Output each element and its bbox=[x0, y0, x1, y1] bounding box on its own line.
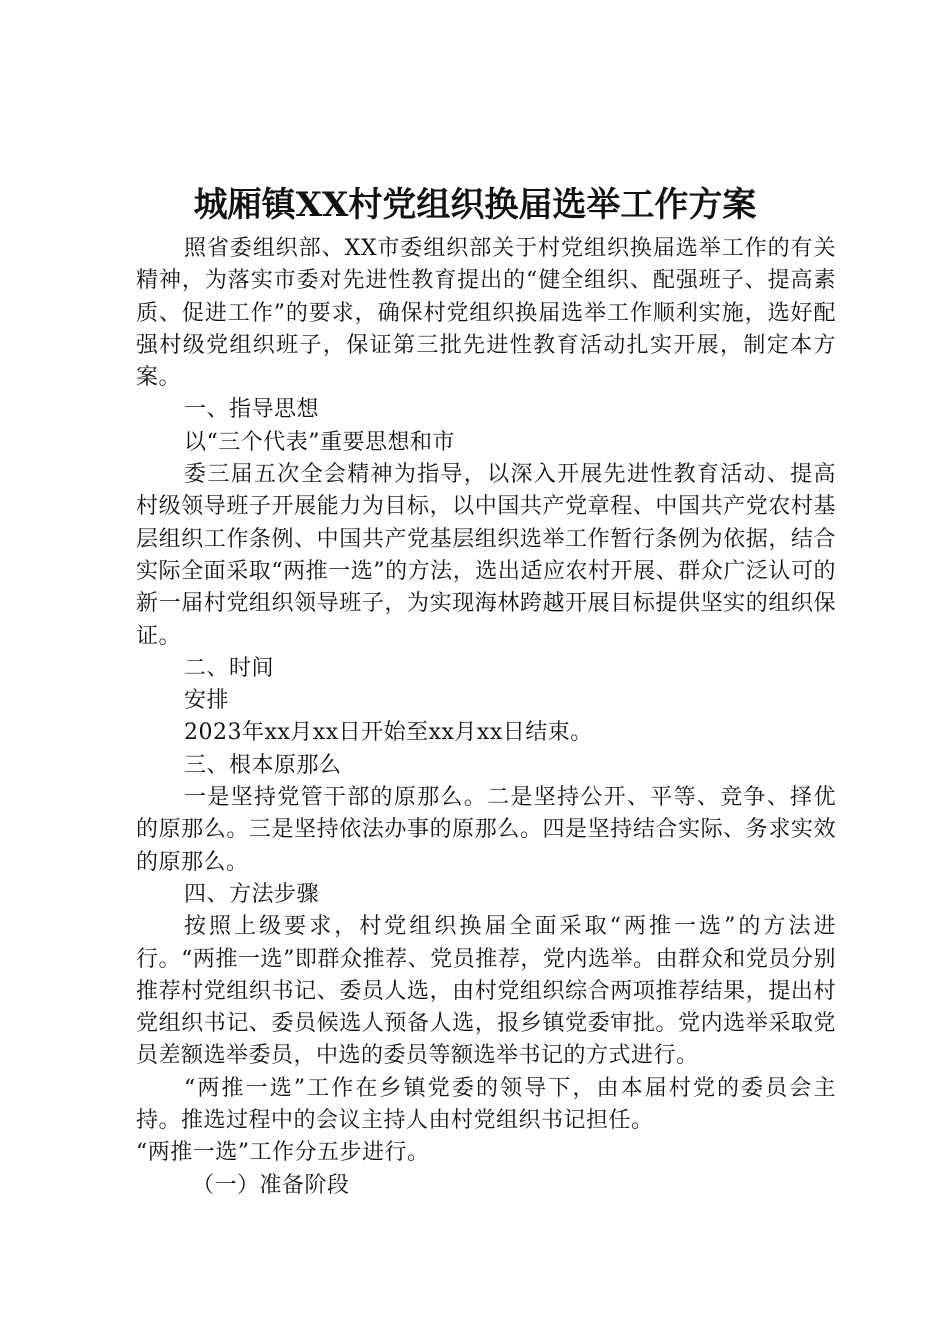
paragraph-methods: 按照上级要求，村党组织换届全面采取“两推一选”的方法进行。“两推一选”即群众推荐、党员推荐，党内选举。由群众和党员分别推荐村党组织书记、委员人选，由村党组织综合两项推荐结果，提出村党组织书记、委员候选人预备人选，报乡镇党委审批。党内选举采取党员差额选举委员，中选的委员等额选举书记的方式进行。 bbox=[136, 914, 836, 1069]
document-body bbox=[136, 233, 836, 1202]
document-title: 城厢镇XX村党组织换届选举工作方案 bbox=[193, 185, 757, 225]
paragraph-guiding-thought-line: 以“三个代表”重要思想和市 bbox=[184, 429, 455, 455]
heading-guiding-thought: 一、指导思想 bbox=[184, 397, 320, 423]
heading-time-arrangement: 安排 bbox=[184, 688, 230, 714]
paragraph-intro: 照省委组织部、XX市委组织部关于村党组织换届选举工作的有关精神，为落实市委对先进性教育提出的“健全组织、配强班子、提高素质、促进工作”的要求，确保村党组织换届选举工作顺利实施，选好配强村级党组织班子，保证第三批先进性教育活动扎实开展，制定本方案。 bbox=[136, 236, 836, 391]
heading-preparation-stage: （一）准备阶段 bbox=[192, 1172, 350, 1198]
paragraph-leadership: “两推一选”工作在乡镇党委的领导下，由本届村党的委员会主持。推选过程中的会议主持人由村党组织书记担任。 bbox=[136, 1075, 836, 1134]
paragraph-time: 2023年xx月xx日开始至xx月xx日结束。 bbox=[184, 720, 593, 746]
heading-methods: 四、方法步骤 bbox=[184, 881, 320, 907]
paragraph-guiding-thought: 委三届五次全会精神为指导，以深入开展先进性教育活动、提高村级领导班子开展能力为目标，以中国共产党章程、中国共产党农村基层组织工作条例、中国共产党基层组织选举工作暂行条例为依据，结合实际全面采取“两推一选”的方法，选出适应农村开展、群众广泛认可的新一届村党组织领导班子，为实现海林跨越开展目标提供坚实的组织保证。 bbox=[136, 462, 836, 649]
paragraph-five-steps: “两推一选”工作分五步进行。 bbox=[136, 1140, 430, 1166]
heading-time: 二、时间 bbox=[184, 655, 275, 681]
paragraph-principles: 一是坚持党管干部的原那么。二是坚持公开、平等、竞争、择优的原那么。三是坚持依法办事的原那么。四是坚持结合实际、务求实效的原那么。 bbox=[136, 785, 836, 875]
heading-principles: 三、根本原那么 bbox=[184, 752, 342, 778]
